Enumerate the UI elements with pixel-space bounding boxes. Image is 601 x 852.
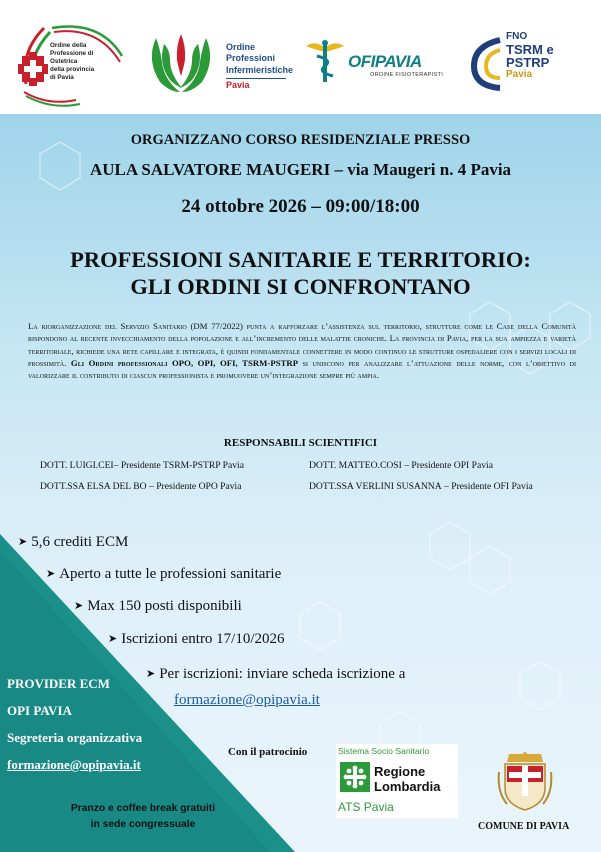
registration-email-link[interactable]: formazione@opipavia.it <box>174 692 320 708</box>
regione-name2: Lombardia <box>374 779 441 794</box>
responsabili-title: RESPONSABILI SCIENTIFICI <box>223 437 378 449</box>
responsabile-item <box>309 481 533 492</box>
event-title <box>0 246 601 300</box>
bullet-text: 5,6 crediti ECM <box>31 534 129 550</box>
provider-line1: PROVIDER ECM <box>7 676 110 691</box>
intro-part1: La riorganizzazione del Servizio Sanitario (DM 77/2022) punta a rafforzare l’assistenza sul territorio, strutture come le Case della Comunità rispondono al recente invecchiamento della popolazione e all’incremento delle malattie croniche. La provincia di Pavia, per la sua ampiezza e varietà territoriale, richiede una rete capillare e integrata, è quindi fondamentale connettere in modo continuo le strutture ospedaliere con i servizi locali di prossimità. <box>28 321 576 369</box>
opi-line1: Ordine <box>226 42 256 52</box>
opo-line: della provincia <box>50 66 95 74</box>
ofi-caduceus-icon <box>304 38 346 84</box>
opi-logo <box>146 30 296 102</box>
opo-line: Professione di <box>50 50 94 58</box>
opi-hands-icon <box>146 30 216 96</box>
responsabile-role: – Presidente OPO Pavia <box>146 481 242 492</box>
lunch-note <box>48 801 238 833</box>
event-date: 24 ottobre 2026 – 09:00/18:00 <box>181 196 420 217</box>
intro-paragraph <box>28 320 576 382</box>
provider-email-link[interactable]: formazione@opipavia.it <box>7 757 141 772</box>
responsabile-role: – Presidente OPI Pavia <box>401 460 493 471</box>
ofi-logo <box>304 38 454 88</box>
tsrm-line: FNO <box>506 31 528 42</box>
tsrm-city: Pavia <box>506 68 533 80</box>
intro-part2: si uniscono per analizzare l’attuazione delle norme, con l’obiettivo di valorizzare il contributo di ciascun professionista e promuovere un’integrazione sempre più ampia. <box>28 358 577 381</box>
bullet-item <box>18 534 128 551</box>
arrow-bullet-icon: ➤ <box>18 536 28 548</box>
responsabile-item <box>40 481 241 492</box>
title-line2: GLI ORDINI SI CONFRONTANO <box>130 274 471 299</box>
bullet-text: Iscrizioni entro 17/10/2026 <box>121 631 285 647</box>
opo-logo <box>18 22 128 108</box>
regione-name1: Regione <box>374 764 426 779</box>
opo-line: di Pavia <box>50 74 74 82</box>
tsrm-logo <box>470 32 580 104</box>
bullet-text: Aperto a tutte le professioni sanitarie <box>59 566 282 582</box>
intro-bold: Gli Ordini professionali OPO, OPI, OFI, TSRM-PSTRP <box>70 358 299 369</box>
regione-rosa-camuna-icon <box>340 762 370 792</box>
bullet-item <box>146 666 405 683</box>
responsabile-item <box>40 460 244 471</box>
arrow-bullet-icon: ➤ <box>108 633 118 645</box>
header-logos <box>0 0 601 114</box>
opi-line2: Professioni <box>226 53 276 64</box>
provider-line2: OPI PAVIA <box>7 703 72 718</box>
lunch-line1: Pranzo e coffee break gratuiti <box>70 803 216 814</box>
bullet-text: Per iscrizioni: inviare scheda iscrizione a <box>159 666 406 682</box>
ats-name: ATS Pavia <box>338 800 394 814</box>
venue-heading: AULA SALVATORE MAUGERI – via Maugeri n. 4 Pavia <box>89 160 512 179</box>
ofi-name: OFIPAVIA <box>348 52 422 71</box>
tsrm-line: TSRM e <box>506 41 554 57</box>
title-line1: PROFESSIONI SANITARIE E TERRITORIO: <box>70 247 531 272</box>
bullet-item <box>74 598 242 615</box>
comune-label: COMUNE DI PAVIA <box>478 821 570 832</box>
opi-line4: Pavia <box>226 79 250 90</box>
responsabile-name: DOTT.SSA ELSA DEL BO <box>40 481 147 492</box>
arrow-bullet-icon: ➤ <box>74 600 84 612</box>
arrow-bullet-icon: ➤ <box>146 668 156 680</box>
responsabile-name: DOTT. LUIGI.CEI <box>40 460 114 471</box>
comune-pavia-logo <box>497 752 553 812</box>
responsabile-role: – Presidente TSRM-PSTRP Pavia <box>113 460 244 471</box>
responsabile-name: DOTT. MATTEO.COSI <box>309 460 402 471</box>
bullet-item <box>46 566 281 583</box>
responsabile-item <box>309 460 493 471</box>
opi-line3: Infermieristiche <box>226 64 294 75</box>
responsabile-role: – Presidente OFI Pavia <box>441 481 533 492</box>
responsabile-name: DOTT.SSA VERLINI SUSANNA <box>309 481 442 492</box>
organize-heading: ORGANIZZANO CORSO RESIDENZIALE PRESSO <box>130 132 471 148</box>
opo-line: Ordine della <box>50 42 87 49</box>
regione-top: Sistema Socio Sanitario <box>338 746 430 756</box>
ofi-subtitle: ORDINE FISIOTERAPISTI <box>370 72 444 78</box>
arrow-bullet-icon: ➤ <box>46 568 56 580</box>
pavia-coat-of-arms-icon <box>497 752 553 812</box>
lunch-line2: in sede congressuale <box>90 818 196 830</box>
regione-lombardia-logo <box>336 744 458 818</box>
provider-line3: Segreteria organizzativa <box>7 730 143 745</box>
tsrm-line: PSTRP <box>506 55 550 71</box>
tsrm-swirl-icon <box>470 36 510 92</box>
opo-line: Ostetrica <box>50 58 78 66</box>
patrocinio-label: Con il patrocinio <box>228 746 308 758</box>
bullet-item <box>108 631 285 648</box>
bullet-text: Max 150 posti disponibili <box>87 598 242 614</box>
